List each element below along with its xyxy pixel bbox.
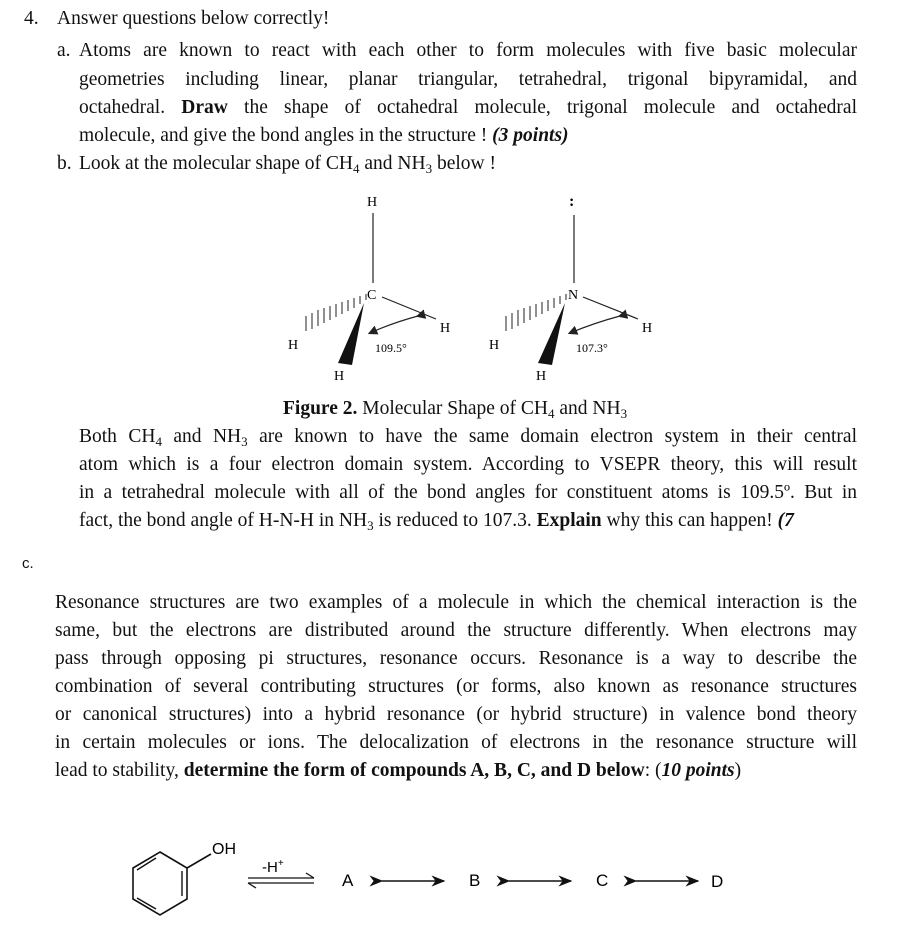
part-b-intro-mid: and NH bbox=[359, 153, 426, 174]
compound-b: B bbox=[469, 871, 481, 890]
reagent-text: -H bbox=[262, 859, 278, 876]
part-b-intro-post: below ! bbox=[432, 153, 496, 174]
part-a-line-3 bbox=[79, 94, 857, 122]
part-a-line-4 bbox=[79, 122, 569, 150]
part-c-line-1: Resonance structures are two examples of a molecule in which the chemical interaction is the bbox=[55, 592, 857, 613]
part-c-line-5: or canonical structures) into a hybrid resonance (or hybrid structure) in valence bond theory bbox=[55, 704, 857, 725]
part-b-para-4-sub: 3 bbox=[367, 518, 374, 533]
nh3-left-h: H bbox=[489, 338, 500, 353]
ch4-bottom-h: H bbox=[334, 369, 345, 384]
part-a-line-3-rest: the shape of octahedral molecule, trigonal molecule and octahedral bbox=[244, 97, 858, 118]
question-number: 4. bbox=[24, 8, 39, 29]
part-b-para-line-4 bbox=[79, 507, 794, 535]
reagent-label bbox=[262, 858, 284, 876]
part-c-label: c. bbox=[22, 555, 34, 572]
ch4-molecule bbox=[288, 195, 450, 384]
part-b-para-1b: and NH bbox=[161, 426, 242, 447]
ch4-right-h: H bbox=[440, 321, 451, 336]
part-b-intro bbox=[79, 150, 496, 178]
part-b-para-4a: fact, the bond angle of H-N-H in NH bbox=[79, 510, 368, 531]
nh3-lone-pair: : bbox=[569, 193, 575, 210]
figure-caption-mid: and NH bbox=[554, 398, 621, 419]
figure-caption bbox=[283, 395, 627, 423]
draw-keyword: Draw bbox=[181, 97, 228, 118]
ch4-center-c: C bbox=[367, 288, 377, 303]
part-b-intro-sub2: 3 bbox=[425, 161, 433, 176]
ch4-top-h: H bbox=[367, 195, 378, 210]
part-a-points: (3 points) bbox=[492, 125, 569, 146]
part-b-para-1c: are known to have the same domain electron system in their central bbox=[247, 426, 857, 447]
part-c-line-2: same, but the electrons are distributed around the structure differently. When electrons may bbox=[55, 620, 857, 641]
part-c-points: 10 points bbox=[661, 760, 735, 781]
part-a-label: a. bbox=[57, 40, 71, 61]
part-b-para-line-3: in a tetrahedral molecule with all of the bond angles for constituent atoms is 109.5º. But in bbox=[79, 482, 857, 503]
part-b-intro-sub1: 4 bbox=[353, 161, 360, 176]
part-b-para-4b: is reduced to 107.3. bbox=[373, 510, 537, 531]
part-c-line-7 bbox=[55, 757, 741, 785]
part-a-line-4-text: molecule, and give the bond angles in the structure ! bbox=[79, 125, 488, 146]
question-heading: Answer questions below correctly! bbox=[57, 8, 330, 29]
part-a-line-3-start: octahedral. bbox=[79, 97, 166, 118]
part-b-label: b. bbox=[57, 153, 72, 174]
part-b-para-line-1 bbox=[79, 423, 857, 451]
nh3-center-n: N bbox=[568, 288, 579, 303]
part-a-line-2: geometries including linear, planar triangular, tetrahedral, trigonal bipyramidal, and bbox=[79, 69, 857, 90]
hydroxyl-label: OH bbox=[212, 841, 236, 858]
part-c-colon: : ( bbox=[644, 760, 662, 781]
ch4-left-h: H bbox=[288, 338, 299, 353]
part-b-para-1-sub1: 4 bbox=[155, 434, 162, 449]
nh3-molecule bbox=[489, 193, 652, 384]
part-b-intro-pre: Look at the molecular shape of CH bbox=[79, 153, 353, 174]
deprotonation-equilibrium bbox=[248, 858, 314, 888]
part-c-line-3: pass through opposing pi structures, resonance occurs. Resonance is a way to describe the bbox=[55, 648, 857, 669]
ch4-bond-angle: 109.5° bbox=[375, 341, 407, 355]
figure-caption-sub1: 4 bbox=[548, 406, 555, 421]
part-b-para-line-2: atom which is a four electron domain system. According to VSEPR theory, this will result bbox=[79, 454, 857, 475]
figure-caption-pre: Molecular Shape of CH bbox=[357, 398, 549, 419]
part-b-para-1a: Both CH bbox=[79, 426, 156, 447]
nh3-bottom-h: H bbox=[536, 369, 547, 384]
part-c-task: determine the form of compounds A, B, C, and D below bbox=[183, 760, 645, 781]
nh3-bond-angle: 107.3° bbox=[576, 341, 608, 355]
reagent-sup: + bbox=[277, 858, 284, 869]
part-b-points: (7 bbox=[777, 510, 794, 531]
phenol-structure bbox=[133, 841, 236, 915]
compound-c: C bbox=[596, 871, 609, 890]
resonance-scheme bbox=[0, 830, 902, 940]
figure-caption-label: Figure 2. bbox=[283, 398, 358, 419]
part-c-line-4: combination of several contributing structures (or forms, also known as resonance structures bbox=[55, 676, 857, 697]
figure-caption-sub2: 3 bbox=[620, 406, 628, 421]
part-c-close: ) bbox=[734, 760, 742, 781]
part-a-line-1: Atoms are known to react with each other to form molecules with five basic molecular bbox=[79, 40, 857, 61]
explain-keyword: Explain bbox=[536, 510, 602, 531]
part-b-para-4c: why this can happen! bbox=[601, 510, 778, 531]
part-b-para-1-sub2: 3 bbox=[241, 434, 248, 449]
compound-d: D bbox=[711, 872, 724, 891]
molecular-shapes-figure bbox=[0, 185, 902, 385]
compound-a: A bbox=[342, 871, 354, 890]
part-c-line-6: in certain molecules or ions. The delocalization of electrons in the resonance structure will bbox=[55, 732, 857, 753]
part-c-line-7a: lead to stability, bbox=[55, 760, 184, 781]
nh3-right-h: H bbox=[642, 321, 653, 336]
